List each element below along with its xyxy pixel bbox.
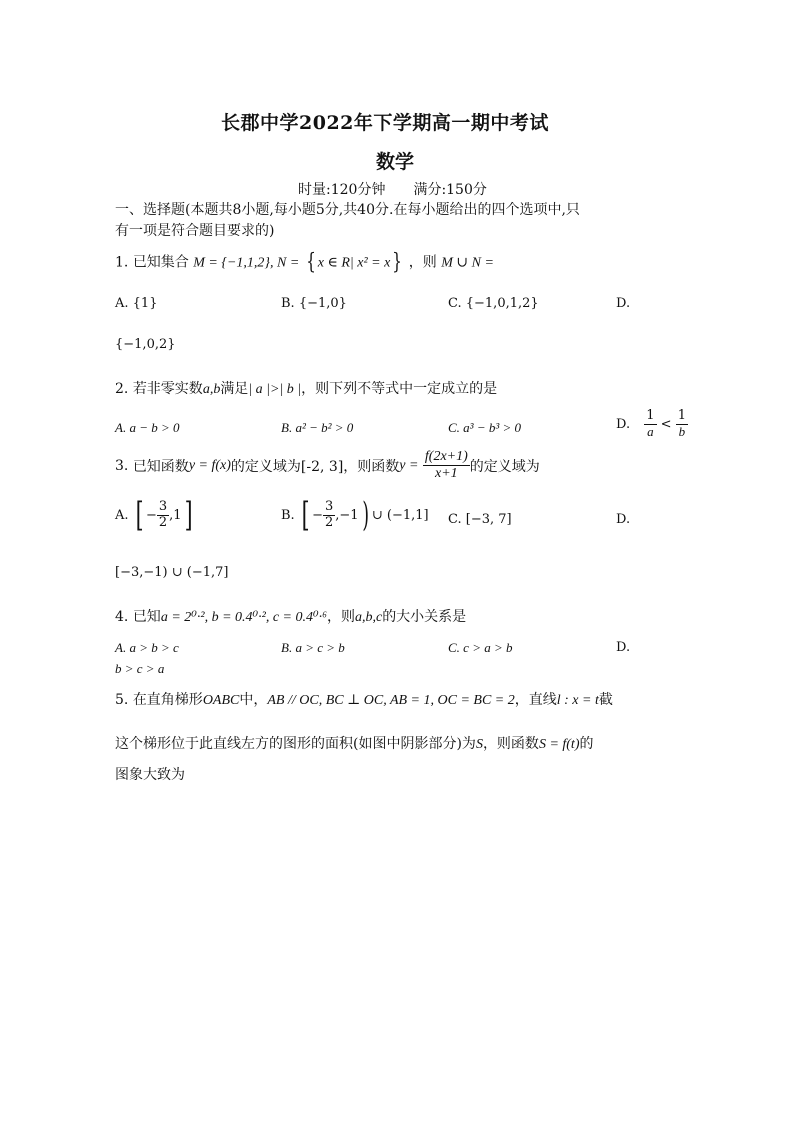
option-d-value (115, 661, 164, 677)
right-paren: ) (361, 495, 369, 535)
question-text: 已知 (132, 609, 161, 625)
math-expression: S (475, 737, 483, 752)
option-a[interactable] (115, 640, 179, 656)
fraction-denominator: 2 (325, 514, 334, 530)
option-c[interactable]: C. [−3, 7] (448, 512, 512, 527)
option-d[interactable]: D. (616, 640, 631, 655)
option-a[interactable] (115, 495, 195, 535)
option-c[interactable] (448, 420, 521, 436)
question-text: 的定义域为 (469, 458, 540, 475)
fraction (676, 409, 688, 441)
fraction (157, 500, 169, 531)
question-2 (115, 378, 497, 398)
section-heading-line2: 有一项是符合题目要求的) (115, 223, 275, 239)
math-expression: S = f(t) (538, 737, 580, 752)
subject-title: 数学 (376, 151, 415, 173)
question-number: 3. (115, 457, 129, 474)
math-expression: M ∪ N = (441, 255, 494, 271)
math-expression: l : x = t (556, 693, 599, 708)
option-b[interactable] (281, 640, 345, 656)
question-3 (115, 449, 540, 482)
question-4 (115, 606, 466, 626)
option-a-text: A. a > b > c (115, 640, 179, 655)
question-number: 4. (115, 609, 129, 625)
option-c[interactable] (448, 640, 513, 656)
question-text: 满足 (220, 381, 249, 397)
option-c[interactable]: C. {−1,0,1,2} (448, 296, 539, 311)
interval-tail: ,1 (169, 507, 182, 523)
question-text: ，直线 (514, 692, 557, 708)
math-expression: M = {−1,1,2}, N = (193, 255, 300, 271)
math-expression: a = 2⁰·², b = 0.4⁰·², c = 0.4⁰·⁶ (160, 610, 327, 625)
fraction-numerator: 3 (325, 498, 334, 514)
interval-union: ∪ (−1,1] (371, 507, 429, 523)
question-text: 中， (239, 692, 268, 708)
question-text: 已知集合 (132, 254, 189, 271)
question-text: 这个梯形位于此直线左方的图形的面积(如图中阴影部分)为 (115, 736, 476, 752)
fraction (323, 500, 335, 531)
question-5-line3: 图象大致为 (115, 767, 185, 783)
option-a-text: A. a − b > 0 (115, 420, 180, 435)
option-a[interactable] (115, 420, 180, 436)
option-c-text: C. a³ − b³ > 0 (448, 420, 522, 435)
math-expression: a,b,c (354, 610, 383, 625)
fraction-numerator: f(2x+1) (423, 449, 470, 466)
page-title: 长郡中学2022年下学期高一期中考试 (221, 112, 549, 134)
question-number: 2. (115, 381, 129, 397)
question-text: 若非零实数 (132, 381, 203, 397)
math-expression: y = f(x) (188, 457, 231, 473)
left-bracket: [ (135, 495, 144, 535)
question-number: 5. (115, 692, 129, 708)
option-label: B. (281, 507, 295, 523)
option-b[interactable] (281, 495, 429, 535)
question-text: 截 (598, 692, 613, 708)
question-text: ，则函数 (482, 736, 539, 752)
section-heading (115, 200, 580, 242)
option-a[interactable]: A. {1} (115, 296, 158, 311)
question-number: 1. (115, 254, 129, 271)
minus-sign: − (145, 507, 157, 523)
fraction-denominator: b (678, 423, 686, 439)
math-expression: y = (399, 457, 419, 473)
option-d[interactable]: D. (616, 512, 631, 527)
math-expression: x ∈ R| x² = x (317, 255, 391, 271)
fraction-numerator: 1 (677, 408, 686, 423)
option-b-text: B. a > c > b (281, 640, 345, 655)
option-b[interactable]: B. {−1,0} (281, 296, 347, 311)
minus-sign: − (312, 507, 323, 523)
question-1 (115, 250, 494, 275)
option-b[interactable] (281, 420, 353, 436)
question-5-line2 (115, 733, 594, 753)
question-text: 的大小关系是 (382, 609, 467, 625)
relation-symbol: < (660, 417, 672, 433)
question-text: 的 (579, 736, 594, 752)
question-text: ，则 (408, 254, 437, 271)
fraction-numerator: 1 (646, 408, 655, 423)
fraction-denominator: a (647, 423, 654, 439)
math-expression: OABC (202, 693, 240, 708)
right-bracket: ] (184, 495, 193, 535)
option-c-text: C. c > a > b (448, 640, 513, 655)
question-text: ，则 (326, 609, 355, 625)
fraction (423, 449, 470, 482)
section-heading-line1: 一、选择题(本题共8小题,每小题5分,共40分.在每小题给出的四个选项中,只 (115, 202, 580, 218)
question-5 (115, 689, 613, 709)
left-bracket: [ (301, 495, 310, 535)
fraction-numerator: 3 (158, 498, 168, 514)
question-text: 已知函数 (132, 458, 189, 475)
option-d-value-text: b > c > a (115, 661, 165, 676)
question-text: 在直角梯形 (132, 692, 203, 708)
option-d[interactable]: D. (616, 296, 631, 311)
question-text: ，则下列不等式中一定成立的是 (301, 381, 498, 397)
option-d[interactable] (616, 409, 688, 441)
left-brace: { (305, 250, 316, 275)
option-b-text: B. a² − b² > 0 (281, 420, 354, 435)
option-label: A. (115, 507, 129, 523)
math-expression: | a |>| b | (248, 382, 302, 397)
fraction (644, 409, 656, 441)
fraction-denominator: 2 (158, 514, 168, 530)
fraction-denominator: x+1 (435, 466, 458, 482)
math-expression: AB // OC, BC ⊥ OC, AB = 1, OC = BC = 2 (267, 693, 515, 708)
right-brace: } (392, 250, 403, 275)
option-d-value: {−1,0,2} (115, 337, 176, 352)
option-label: D. (616, 417, 631, 433)
math-expression: a,b (202, 382, 221, 397)
question-text: 的定义域为[-2, 3]，则函数 (230, 458, 400, 475)
exam-info: 时量:120分钟 满分:150分 (298, 182, 487, 198)
interval-tail: ,−1 (335, 507, 359, 523)
option-d-value: [−3,−1) ∪ (−1,7] (115, 565, 229, 580)
